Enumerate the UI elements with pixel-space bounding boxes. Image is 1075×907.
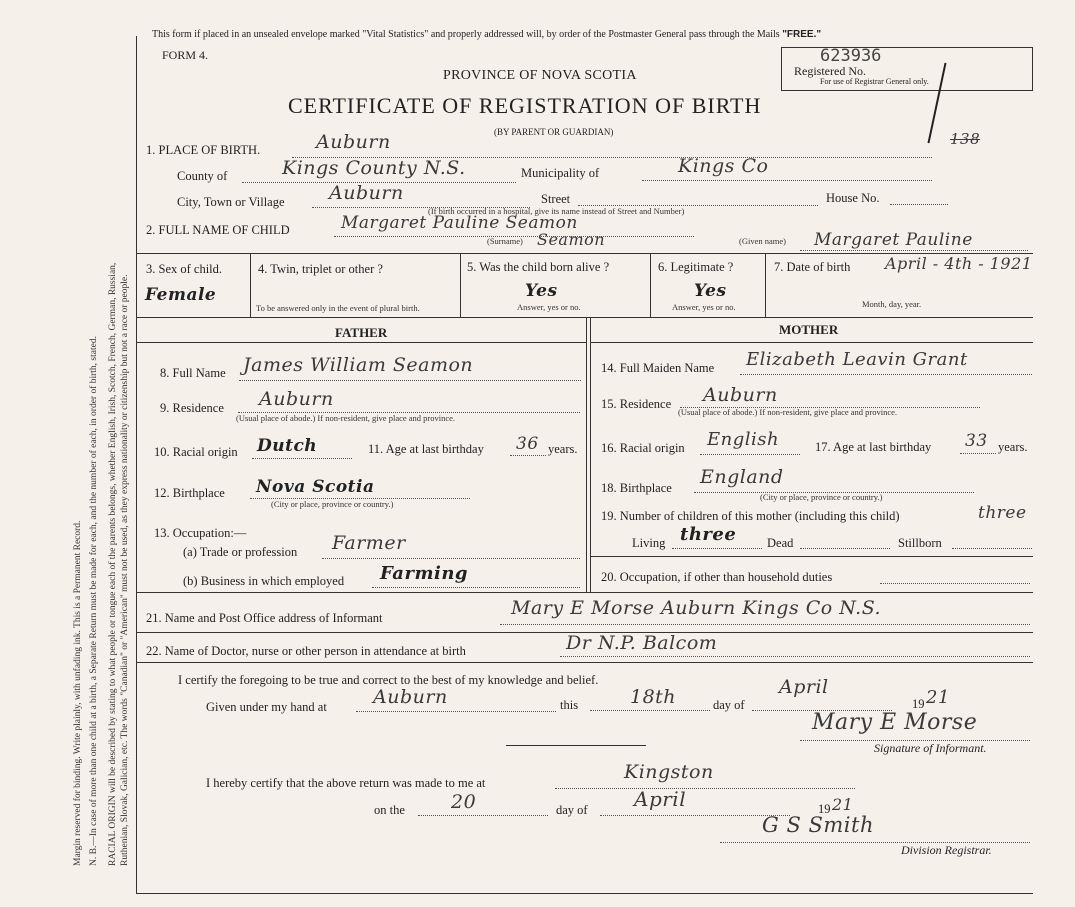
- living-value: three: [680, 524, 737, 545]
- given-place-value: Auburn: [373, 686, 448, 708]
- date-of-birth-label: 7. Date of birth: [774, 260, 851, 274]
- mother-birthplace-value: England: [700, 466, 784, 488]
- father-residence-label: 9. Residence: [160, 401, 224, 415]
- father-heading: FATHER: [335, 325, 388, 340]
- heading-rule-left: [137, 342, 586, 343]
- place-of-birth-value: Auburn: [316, 131, 391, 153]
- province-heading: PROVINCE OF NOVA SCOTIA: [443, 68, 637, 83]
- father-race-label: 10. Racial origin: [154, 445, 238, 459]
- trade-value: Farmer: [332, 532, 406, 554]
- surname-label: (Surname): [487, 236, 523, 246]
- doctor-line: [560, 656, 1030, 657]
- informant-label: 21. Name and Post Office address of Informant: [146, 611, 383, 625]
- father-name-value: James William Seamon: [243, 354, 474, 376]
- house-no-label: House No.: [826, 191, 880, 205]
- mother-years: years.: [998, 440, 1028, 454]
- bottom-rule: [137, 893, 1033, 894]
- twin-note: To be answered only in the event of plural birth.: [256, 303, 420, 313]
- mother-race-line: [700, 454, 800, 455]
- children-count-value: three: [978, 503, 1027, 523]
- registrar-signature: G S Smith: [762, 813, 874, 837]
- row3-bottom-rule: [137, 317, 1033, 318]
- mother-occ-top-rule: [591, 556, 1033, 557]
- mother-age-line: [960, 453, 996, 454]
- center-rule-b: [590, 318, 591, 592]
- center-rule-a: [586, 318, 587, 592]
- father-birthplace-label: 12. Birthplace: [154, 486, 225, 500]
- mail-notice-free: "FREE.": [782, 29, 822, 40]
- date-of-birth-note: Month, day, year.: [862, 299, 922, 309]
- father-name-label: 8. Full Name: [160, 366, 226, 380]
- father-age-value: 36: [516, 434, 539, 454]
- informant-line: [500, 624, 1030, 625]
- mother-residence-label: 15. Residence: [601, 397, 672, 411]
- certificate-subtitle: (BY PARENT OR GUARDIAN): [494, 127, 614, 137]
- alive-note: Answer, yes or no.: [517, 302, 581, 312]
- living-line: [672, 548, 762, 549]
- registrar-year-prefix: 19: [818, 802, 831, 816]
- short-rule: [506, 745, 646, 746]
- father-race-line: [252, 458, 352, 459]
- sex-value: Female: [145, 285, 217, 305]
- margin-text-4: Ruthenian, Slovak, Galician, etc. The words "Canadian" or "American" must not be used, as they express nationality or citizenship but not a race or people.: [120, 274, 130, 866]
- on-the-label: on the: [374, 803, 405, 817]
- given-name-line: [800, 250, 1028, 251]
- father-residence-note: (Usual place of abode.) If non-resident, give place and province.: [236, 413, 456, 423]
- mother-occupation-line: [880, 583, 1030, 584]
- father-birthplace-value: Nova Scotia: [256, 477, 375, 497]
- registration-box: [781, 47, 1033, 91]
- child-name-value: Margaret Pauline Seamon: [341, 213, 578, 233]
- mother-residence-note: (Usual place of abode.) If non-resident, give place and province.: [678, 407, 898, 417]
- informant-signature: Mary E Morse: [812, 710, 978, 735]
- mother-residence-value: Auburn: [703, 384, 778, 406]
- registrar-place-value: Kingston: [624, 761, 714, 783]
- occupation-label: 13. Occupation:—: [154, 526, 247, 540]
- given-year-value: 21: [926, 687, 950, 708]
- registrar-day-line: [418, 815, 548, 816]
- given-under-label: Given under my hand at: [206, 700, 327, 714]
- living-label: Living: [632, 536, 666, 550]
- this-label: this: [560, 698, 579, 712]
- father-race-value: Dutch: [257, 436, 318, 456]
- mail-notice-text: This form if placed in an unsealed envelope marked "Vital Statistics" and properly addressed will, by order of the Postmaster General pass through the Mails: [152, 29, 780, 40]
- dead-line: [800, 548, 890, 549]
- dead-label: Dead: [767, 536, 794, 550]
- mother-race-label: 16. Racial origin: [601, 441, 685, 455]
- parents-bottom-rule: [137, 592, 1033, 593]
- legitimate-value: Yes: [694, 281, 727, 301]
- given-day-value: 18th: [630, 686, 677, 708]
- mother-age-value: 33: [965, 431, 988, 451]
- day-of-label: day of: [713, 698, 745, 712]
- given-month-value: April: [779, 676, 829, 698]
- registration-stamp-number: 623936: [820, 46, 882, 66]
- doctor-label: 22. Name of Doctor, nurse or other person in attendance at birth: [146, 644, 466, 658]
- given-name-value: Margaret Pauline: [814, 230, 973, 250]
- certify-statement: I certify the foregoing to be true and correct to the best of my knowledge and belief.: [178, 673, 599, 687]
- father-age-label: 11. Age at last birthday: [368, 442, 484, 456]
- trade-line: [322, 558, 580, 559]
- date-of-birth-value: April - 4th - 1921: [885, 254, 1033, 273]
- legitimate-label: 6. Legitimate ?: [658, 260, 734, 274]
- corner-mark: 138: [950, 130, 981, 148]
- heading-rule-right: [591, 342, 1033, 343]
- alive-label: 5. Was the child born alive ?: [467, 260, 610, 274]
- mother-name-label: 14. Full Maiden Name: [601, 361, 715, 375]
- mail-notice: [152, 29, 821, 40]
- division-registrar-label: Division Registrar.: [901, 843, 992, 857]
- sex-label: 3. Sex of child.: [146, 262, 223, 276]
- mother-occupation-label: 20. Occupation, if other than household duties: [601, 570, 833, 584]
- certificate-title: CERTIFICATE OF REGISTRATION OF BIRTH: [288, 93, 762, 118]
- registrar-day-value: 20: [451, 791, 477, 813]
- row3-div-2: [460, 253, 461, 317]
- city-label: City, Town or Village: [177, 195, 285, 209]
- house-no-line: [890, 204, 948, 205]
- registrar-month-value: April: [634, 787, 687, 811]
- trade-label: (a) Trade or profession: [183, 545, 298, 559]
- registrar-year-value: 21: [832, 795, 854, 814]
- twin-label: 4. Twin, triplet or other ?: [258, 262, 383, 276]
- margin-text-2: N. B.—In case of more than one child at a birth, a Separate Return must be made for each, and the number of each, in order of birth, stated.: [89, 336, 99, 866]
- alive-value: Yes: [525, 281, 558, 301]
- registrar-general-note: For use of Registrar General only.: [820, 77, 929, 86]
- father-years: years.: [548, 442, 578, 456]
- left-border-rule: [136, 36, 137, 894]
- row3-div-1: [250, 253, 251, 317]
- form-number: FORM 4.: [162, 48, 209, 62]
- registered-no-label: Registered No.: [794, 64, 866, 78]
- county-label: County of: [177, 169, 228, 183]
- year-prefix: 19: [912, 697, 925, 711]
- city-value: Auburn: [329, 182, 404, 204]
- mother-name-line: [740, 374, 1032, 375]
- children-count-label: 19. Number of children of this mother (including this child): [601, 509, 900, 523]
- doctor-value: Dr N.P. Balcom: [566, 632, 718, 654]
- doctor-bottom-rule: [137, 662, 1033, 663]
- municipality-value: Kings Co: [678, 155, 769, 177]
- mother-birthplace-label: 18. Birthplace: [601, 481, 672, 495]
- mother-age-label: 17. Age at last birthday: [815, 440, 932, 454]
- mother-name-value: Elizabeth Leavin Grant: [746, 349, 968, 370]
- surname-value: Seamon: [537, 230, 606, 249]
- father-name-line: [239, 380, 581, 381]
- informant-value: Mary E Morse Auburn Kings Co N.S.: [511, 597, 882, 619]
- municipality-line: [642, 180, 932, 181]
- signature-label: Signature of Informant.: [874, 741, 987, 755]
- given-place-line: [356, 711, 556, 712]
- mother-birthplace-note: (City or place, province or country.): [760, 492, 883, 502]
- stillborn-label: Stillborn: [898, 536, 942, 550]
- business-value: Farming: [380, 563, 468, 584]
- row3-div-3: [650, 253, 651, 317]
- mother-heading: MOTHER: [779, 322, 839, 337]
- county-value: Kings County N.S.: [282, 157, 466, 179]
- registrar-place-line: [555, 788, 855, 789]
- legitimate-note: Answer, yes or no.: [672, 302, 736, 312]
- father-birthplace-note: (City or place, province or country.): [271, 499, 394, 509]
- father-age-line: [510, 455, 546, 456]
- hospital-note: (If birth occurred in a hospital, give its name instead of Street and Number): [428, 206, 685, 216]
- place-of-birth-label: 1. PLACE OF BIRTH.: [146, 143, 261, 157]
- street-label: Street: [541, 192, 571, 206]
- given-day-line: [590, 710, 710, 711]
- given-name-label: (Given name): [739, 236, 786, 246]
- margin-text-1: Margin reserved for binding. Write plainly, with unfading ink. This is a Permanent Record.: [73, 520, 83, 866]
- mother-race-value: English: [707, 429, 780, 450]
- row3-div-4: [765, 253, 766, 317]
- registrar-statement: I hereby certify that the above return was made to me at: [206, 776, 486, 790]
- father-residence-value: Auburn: [259, 388, 334, 410]
- registrar-day-of-label: day of: [556, 803, 588, 817]
- business-label: (b) Business in which employed: [183, 574, 345, 588]
- business-line: [372, 587, 580, 588]
- municipality-label: Municipality of: [521, 166, 600, 180]
- margin-text-3: RACIAL ORIGIN will be described by stating to what people or tongue each of the parents belongs, whether English, Irish, Scotch, French, German, Russian,: [108, 262, 118, 866]
- child-name-label: 2. FULL NAME OF CHILD: [146, 223, 290, 237]
- stillborn-line: [952, 548, 1032, 549]
